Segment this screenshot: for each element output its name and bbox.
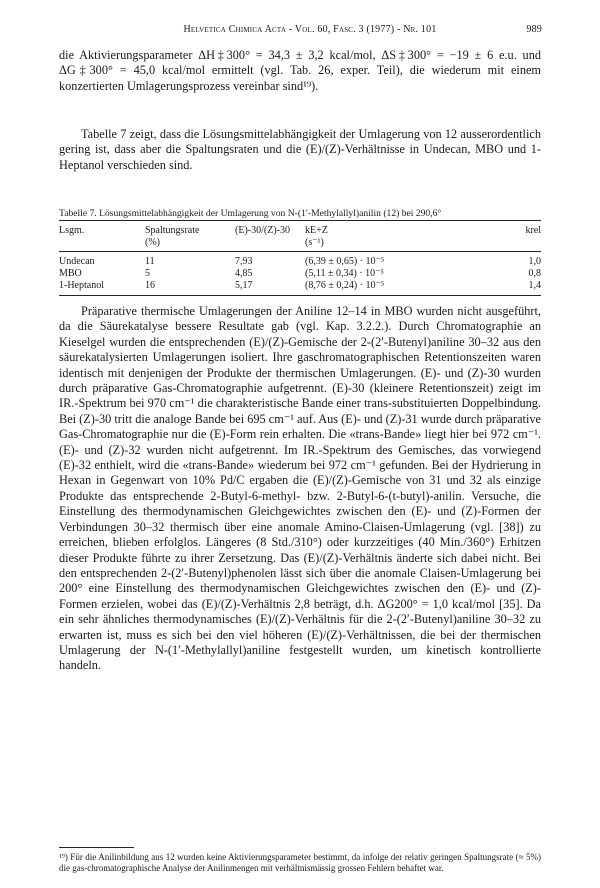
header-cleavage-rate: Spaltungsrate <box>145 221 235 238</box>
unit-ez-ratio <box>235 237 305 252</box>
cell-rate-constant: (8,76 ± 0,24) · 10⁻⁵ <box>305 280 485 296</box>
intro-text: die Aktivierungsparameter ΔH‡300° = 34,3 ± 3,2 kcal/mol, ΔS‡300° = −19 ± 6 e.u. und ΔG‡300° = 45,0 kcal/mol ermittelt (vgl. Tab. 26, exper. Teil), die wiederum mit einem konzertierten Umlagerungsprozess vereinbar sind¹⁹). <box>59 48 541 93</box>
main-text: Präparative thermische Umlagerungen der Aniline 12–14 in MBO wurden nicht ausgeführt, da die Säurekatalyse bessere Resultate gab (vgl. Kap. 3.2.2.). Durch Chromatographie an Kieselgel wurden die entsprechenden (E)/(Z)-Gemische der 2-(2′-Butenyl)aniline 30–32 aus den säurekatalysierten Umlagerungen isoliert. Ihre gaschromatographischen Retentionszeiten waren identisch mit denjenigen der Produkte der thermischen Umlagerungen. (E)- und (Z)-30 wurden durch präparative Gas-Chromatographie aufgetrennt. (E)-30 (kleinere Retentionszeit) zeigt im IR.-Spektrum bei 970 cm⁻¹ die charakteristische Bande einer trans-substituierten Doppelbindung. Bei (Z)-30 tritt die analoge Bande bei 695 cm⁻¹ auf. Aus (E)- und (Z)-31 wurde durch präparative Gas-Chromatographie nur die (E)-Form rein erhalten. Die «trans-Bande» liegt hier bei 972 cm⁻¹. (E)- und (Z)-32 wurden nicht aufgetrennt. Im IR.-Spektrum des Gemisches, das vorwiegend (E)-32 enthielt, wird die «trans-Bande» wiederum bei 972 cm⁻¹ gefunden. Bei der Hydrierung in Hexan in Gegenwart von 10% Pd/C ergaben die (E)/(Z)-Gemische von 31 und 32 als einzige Produkte das entsprechende 2-Butyl-6-methyl- bzw. 2-Butyl-6-(t-butyl)-anilin. Versuche, die Einstellung des thermodynamischen Gleichgewichtes zwischen den (E)- und (Z)-Formen der Verbindungen 30–32 thermisch über eine anomale Amino-Claisen-Umlagerung (vgl. [38]) zu erreichen, blieben erfolglos. Längeres (8 Std./310°) oder kurzzeitiges (40 Min./360°) Erhitzen dieser Produkte führte zu ihrer Zersetzung. Das (E)/(Z)-Verhältnis änderte sich dabei nicht. Bei den entsprechenden 2-(2′-Butenyl)phenolen lässt sich über die anomale Claisen-Umlagerung bei 200° eine Einstellung des thermodynamischen Gleichgewichtes zwischen den (E)- und (Z)-Formen erzielen, wobei das (E)/(Z)-Verhältnis 2,8 beträgt, d.h. ΔG200° = 1,0 kcal/mol [35]. Da ein sehr ähnliches thermodynamisches (E)/(Z)-Verhältnis für die 2-(2′-Butenyl)aniline 30–32 zu erwarten ist, muss es sich bei den viel höheren (E)/(Z)-Verhältnissen, die bei der thermischen Umlagerung der N-(1′-Methylallyl)aniline festgestellt wurden, um kinetisch kontrollierte handeln. <box>59 304 541 673</box>
page-number: 989 <box>526 24 542 35</box>
table-row <box>59 268 541 280</box>
unit-rate-constant: (s⁻¹) <box>305 237 485 252</box>
cell-relative-rate: 1,0 <box>528 256 541 267</box>
table-header-row <box>59 221 541 238</box>
table-units-row <box>59 237 541 252</box>
table-intro-text: Tabelle 7 zeigt, dass die Lösungsmittelabhängigkeit der Umlagerung von 12 ausserordentlich gering ist, dass aber die Spaltungsraten und die (E)/(Z)-Verhältnisse in Undecan, MBO und 1-Heptanol verschieden sind. <box>59 127 541 172</box>
running-header <box>0 24 600 38</box>
unit-cleavage-rate: (%) <box>145 237 235 252</box>
header-relative-rate: krel <box>485 221 541 238</box>
table-row <box>59 280 541 296</box>
table-row <box>59 252 541 269</box>
cell-ez-ratio: 5,17 <box>235 280 305 296</box>
cell-ez-ratio: 7,93 <box>235 256 253 267</box>
cell-cleavage-rate: 5 <box>145 268 150 279</box>
cell-cleavage-rate: 11 <box>145 256 155 267</box>
header-ez-ratio: (E)-30/(Z)-30 <box>235 221 305 238</box>
solvent-dependence-table <box>59 220 541 296</box>
cell-cleavage-rate: 16 <box>145 280 235 296</box>
cell-solvent: 1-Heptanol <box>59 280 145 296</box>
cell-ez-ratio: 4,85 <box>235 268 253 279</box>
table-caption: Tabelle 7. Lösungsmittelabhängigkeit der Umlagerung von N-(1′-Methylallyl)anilin (12) bei 290,6° <box>59 208 442 219</box>
cell-relative-rate: 1,4 <box>485 280 541 296</box>
cell-rate-constant: (6,39 ± 0,65) · 10⁻⁵ <box>305 256 385 267</box>
unit-solvent <box>59 237 145 252</box>
table-intro-paragraph <box>59 127 541 173</box>
header-solvent: Lsgm. <box>59 221 145 238</box>
header-rate-constant: kE+Z <box>305 221 485 238</box>
unit-relative-rate <box>485 237 541 252</box>
cell-rate-constant: (5,11 ± 0,34) · 10⁻⁵ <box>305 268 384 279</box>
main-paragraph <box>59 304 541 674</box>
cell-relative-rate: 0,8 <box>528 268 541 279</box>
journal-citation: Helvetica Chimica Acta - Vol. 60, Fasc. 3 (1977) - Nr. 101 <box>183 24 437 35</box>
cell-solvent: Undecan <box>59 256 95 267</box>
cell-solvent: MBO <box>59 268 82 279</box>
footnote-divider <box>59 847 134 848</box>
intro-paragraph <box>59 48 541 94</box>
footnote: ¹⁹) Für die Anilinbildung aus 12 wurden keine Aktivierungsparameter bestimmt, da infolge der relativ geringen Spaltungsrate (≈ 5%) die gas-chromatographische Analyse der Anilinmengen mit verhältnismässig grossen Fehlern behaftet war. <box>59 852 541 873</box>
